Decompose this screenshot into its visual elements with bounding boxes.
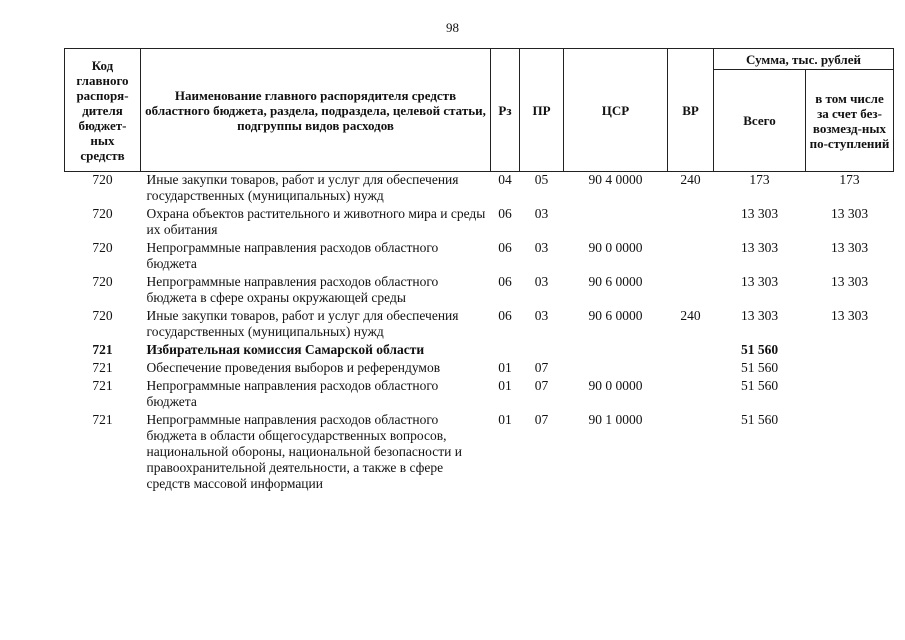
cell-code: 720 [92,206,113,221]
cell-name: Избирательная комиссия Самарской области [146,342,425,357]
cell-free: 13 303 [830,308,869,323]
table-row [65,378,894,412]
header-name: Наименование главного распорядителя средств областного бюджета, раздела, подраздела, целевой статьи, подгруппы видов расходов [141,49,491,172]
cell-code: 721 [92,342,113,357]
cell-rz: 04 [498,172,512,187]
cell-code: 721 [92,412,113,427]
cell-code: 720 [92,274,113,289]
cell-csr [564,342,668,360]
cell-vr [668,378,714,412]
header-rz: Рз [491,49,520,172]
header-vr: ВР [668,49,714,172]
cell-code: 720 [92,308,113,323]
cell-rz: 01 [498,412,512,427]
cell-rz: 06 [498,240,512,255]
header-code: Код главного распоря-дителя бюджет-ных средств [65,49,141,172]
cell-vr [668,206,714,240]
budget-table [64,48,894,494]
cell-vr: 240 [680,172,701,187]
cell-csr: 90 4 0000 [588,172,643,187]
cell-csr: 90 0 0000 [588,378,643,393]
table-row [65,342,894,360]
cell-free: 13 303 [830,240,869,255]
cell-total: 173 [749,172,770,187]
cell-csr [564,360,668,378]
cell-pr: 05 [534,172,549,187]
cell-name: Охрана объектов растительного и животного мира и среды их обитания [146,206,486,237]
cell-rz [491,342,520,360]
cell-pr: 03 [534,274,549,289]
cell-name: Иные закупки товаров, работ и услуг для обеспечения государственных (муниципальных) нужд [146,172,459,203]
header-sum: Сумма, тыс. рублей [714,49,894,70]
cell-code: 721 [92,360,113,375]
table-row [65,206,894,240]
cell-pr: 07 [534,378,549,393]
cell-name: Непрограммные направления расходов областного бюджета в области общегосударственных вопросов, национальной обороны, национальной безопасности и правоохранительной деятельности, а также в сфере средств массовой информации [146,412,462,491]
table-row [65,274,894,308]
cell-rz: 01 [498,378,512,393]
cell-free: 173 [839,172,860,187]
cell-rz: 06 [498,206,512,221]
cell-total: 13 303 [740,240,779,255]
cell-total: 51 560 [740,342,779,357]
table-body [65,172,894,495]
table-header [65,49,894,172]
cell-csr: 90 6 0000 [588,274,643,289]
cell-vr [668,240,714,274]
cell-csr: 90 1 0000 [588,412,643,427]
cell-pr: 07 [534,412,549,427]
header-free: в том числе за счет без-возмезд-ных по-ступлений [806,70,894,172]
cell-vr [668,274,714,308]
cell-rz: 06 [498,308,512,323]
cell-pr: 03 [534,240,549,255]
header-pr: ПР [520,49,564,172]
cell-rz: 01 [498,360,512,375]
cell-total: 13 303 [740,206,779,221]
cell-name: Непрограммные направления расходов областного бюджета в сфере охраны окружающей среды [146,274,439,305]
cell-vr: 240 [680,308,701,323]
cell-pr: 07 [534,360,549,375]
cell-csr: 90 6 0000 [588,308,643,323]
cell-vr [668,412,714,494]
table-row [65,172,894,207]
page-number: 98 [446,20,459,35]
cell-pr: 03 [534,206,549,221]
table-row [65,308,894,342]
cell-name: Непрограммные направления расходов областного бюджета [146,378,439,409]
cell-free [806,360,894,378]
cell-csr: 90 0 0000 [588,240,643,255]
cell-total: 51 560 [740,412,779,427]
cell-free [806,412,894,494]
cell-total: 51 560 [740,360,779,375]
cell-total: 13 303 [740,274,779,289]
table-row [65,360,894,378]
cell-rz: 06 [498,274,512,289]
header-total: Всего [714,70,806,172]
cell-free: 13 303 [830,206,869,221]
cell-free: 13 303 [830,274,869,289]
table-row [65,240,894,274]
cell-free [806,342,894,360]
header-csr: ЦСР [564,49,668,172]
cell-vr [668,342,714,360]
cell-code: 720 [92,240,113,255]
cell-free [806,378,894,412]
cell-name: Иные закупки товаров, работ и услуг для обеспечения государственных (муниципальных) нужд [146,308,459,339]
cell-code: 720 [92,172,113,187]
cell-name: Непрограммные направления расходов областного бюджета [146,240,439,271]
table-row [65,412,894,494]
cell-total: 13 303 [740,308,779,323]
cell-pr [520,342,564,360]
cell-pr: 03 [534,308,549,323]
cell-code: 721 [92,378,113,393]
cell-total: 51 560 [740,378,779,393]
cell-vr [668,360,714,378]
cell-name: Обеспечение проведения выборов и референдумов [146,360,441,375]
cell-csr [564,206,668,240]
